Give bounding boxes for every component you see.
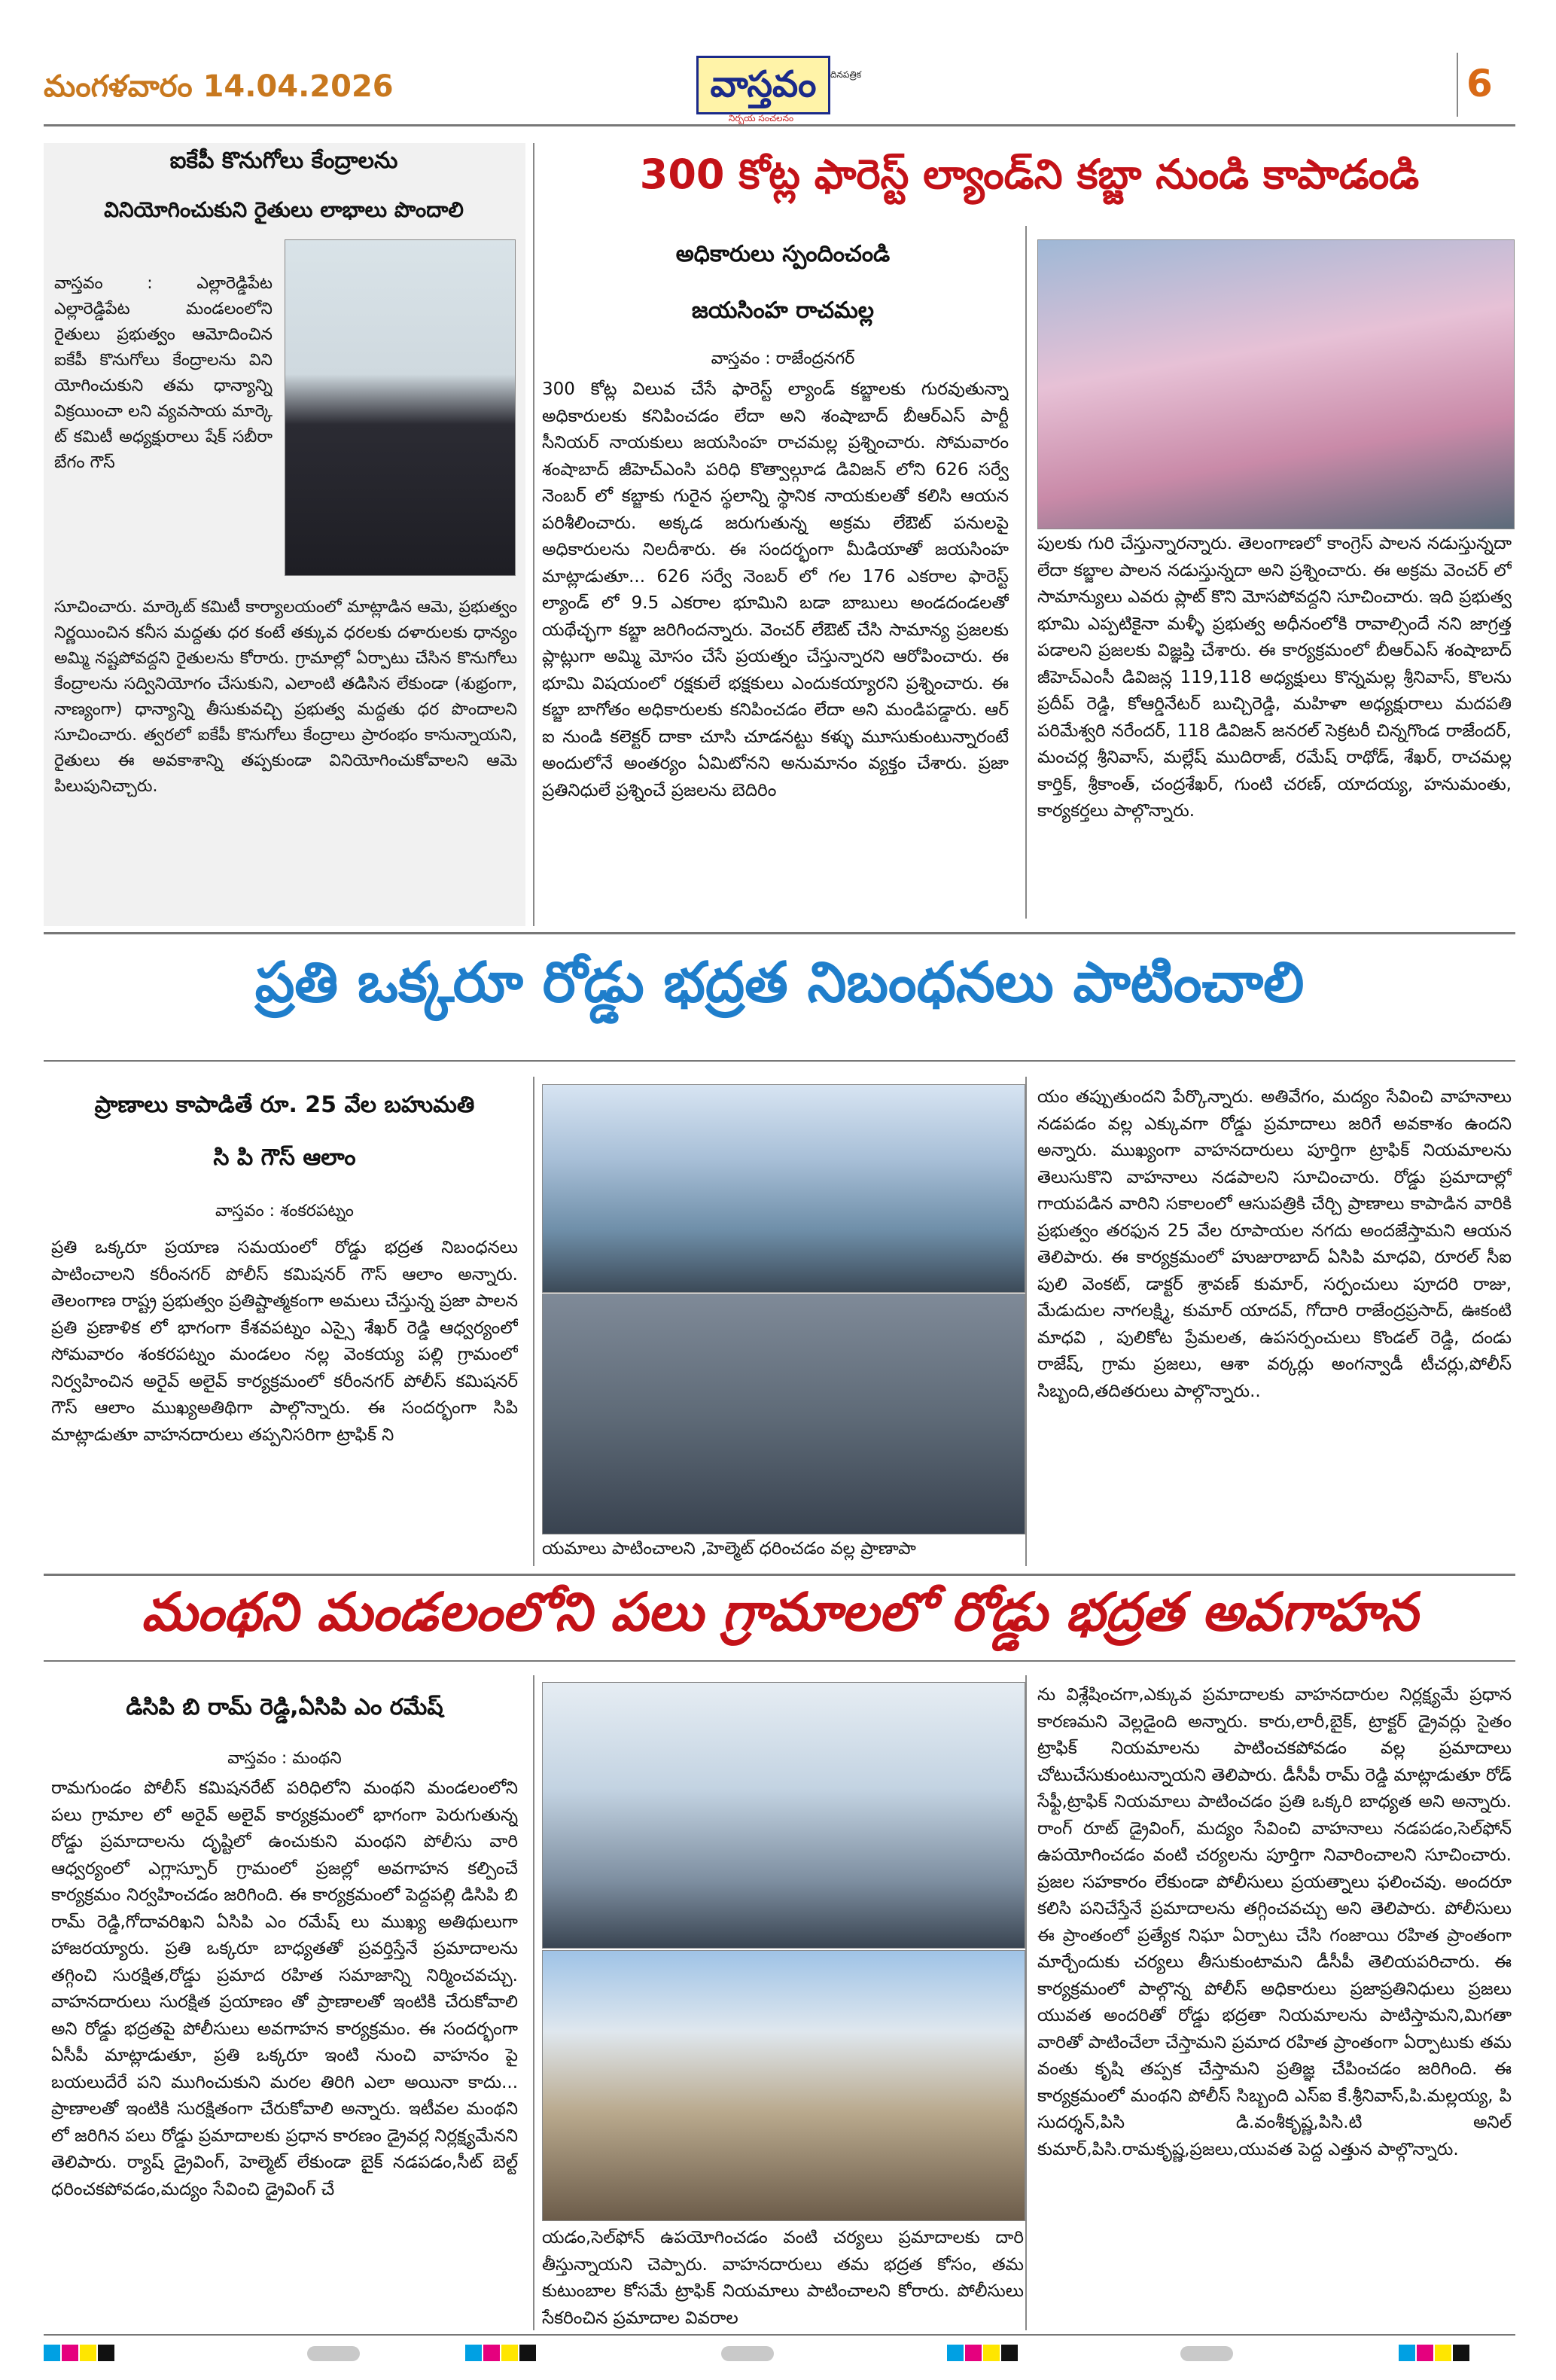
column-divider: [1025, 226, 1027, 919]
print-color-marks: [44, 2339, 1519, 2366]
bike-rally-photo: [542, 1294, 1025, 1534]
story-forest-dateline: వాస్తవం : రాజేంద్రనగర్: [711, 349, 855, 368]
story-manthani-body-left: రామగుండం పోలీస్ కమిషనరేట్ పరిధిలోని మంథని మండలంలోని పలు గ్రామాల లో అరైవ్ అలైవ్ కార్యక్రమంలో భాగంగా పెరుగుతున్న రోడ్డు ప్రమాదాలను దృష్టిలో ఉంచుకుని మంథని పోలీసు వారి ఆధ్వర్యంలో ఎగ్లాస్పూర్ గ్రామంలో ప్రజల్లో అవగాహన కల్పించే కార్యక్రమం నిర్వహించడం జరిగింది. ఈ కార్యక్రమంలో పెద్దపల్లి డిసిపి బి రామ్ రెడ్డి,గోదావరిఖని ఏసిపి ఎం రమేష్ లు ముఖ్య అతిథులుగా హాజరయ్యారు. ప్రతి ఒక్కరూ బాధ్యతతో ప్రవర్తిస్తేనే ప్రమాదాలను తగ్గించి సురక్షిత,రోడ్డు ప్రమాద రహిత సమాజాన్ని నిర్మించవచ్చు. వాహనదారులు సురక్షిత ప్రయాణం తో ప్రాణాలతో ఇంటికి చేరుకోవాలి అని రోడ్డు భద్రతపై పోలీసులు అవగాహన కార్యక్రమం. ఈ సందర్భంగా ఏసీపీ మాట్లాడుతూ, ప్రతి ఒక్కరూ ఇంటి నుంచి వాహనం పై బయలుదేరే పని ముగించుకుని మరల తిరిగి ఎలా అయినా కాదు... ప్రాణాలతో ఇంటికి సురక్షితంగా చేరుకోవాలి అన్నారు. ఇటీవల మంథని లో జరిగిన పలు రోడ్డు ప్రమాదాలకు ప్రధాన కారణం డ్రైవర్ల నిర్లక్ష్యమేనని తెలిపారు. ర్యాష్ డ్రైవింగ్, హెల్మెట్ లేకుండా బైక్ నడపడం,సీట్ బెల్ట్ ధరించకపోవడం,మద్యం సేవించి డ్రైవింగ్ చే: [51, 1778, 518, 2199]
column-divider: [533, 1077, 534, 1566]
story-safety-body-left: ప్రతి ఒక్కరూ ప్రయాణ సమయంలో రోడ్డు భద్రత నిబంధనలు పాటించాలని కరీంనగర్ పోలీస్ కమిషనర్ గౌస్ ఆలాం అన్నారు. తెలంగాణ రాష్ట్ర ప్రభుత్వం ప్రతిష్టాత్మకంగా అమలు చేస్తున్న ప్రజా పాలన ప్రతి ప్రణాళిక లో భాగంగా కేశవపట్నం ఎస్సై శేఖర్ రెడ్డి ఆధ్వర్యంలో సోమవారం శంకరపట్నం మండలం నల్ల వెంకయ్య పల్లి గ్రామంలో నిర్వహించిన అరైవ్ అలైవ్ కార్యక్రమంలో కరీంనగర్ పోలీస్ కమిషనర్ గౌస్ ఆలాం ముఖ్యఅతిథిగా పాల్గొన్నారు. ఈ సందర్భంగా సిపి మాట్లాడుతూ వాహనదారులు తప్పనిసరిగా ట్రాఫిక్ ని: [51, 1238, 518, 1445]
story-safety-kicker-2: సి పి గౌస్ ఆలాం: [213, 1144, 356, 1171]
story-ikp-body-side: వాస్తవం : ఎల్లారెడ్డిపేట ఎల్లారెడ్డిపేట మండలంలోని రైతులు ప్రభుత్వం ఆమోదించిన ఐకేపీ కొనుగోలు కేంద్రాలను విని యోగించుకుని తమ ధాన్యాన్ని విక్రయించా లని వ్యవసాయ మార్కె ట్ కమిటీ అధ్యక్షురాలు షేక్ సబీరా బేగం గౌస్: [54, 274, 273, 472]
column-divider: [533, 143, 534, 926]
story-ikp-body-full: సూచించారు. మార్కెట్ కమిటీ కార్యాలయంలో మాట్లాడిన ఆమె, ప్రభుత్వం నిర్ణయించిన కనీస మద్దతు ధర కంటే తక్కువ ధరలకు దళారులకు ధాన్యం అమ్మి నష్టపోవద్దని రైతులను కోరారు. గ్రామాల్లో ఏర్పాటు చేసిన కొనుగోలు కేంద్రాలను సద్వినియోగం చేసుకుని, ఎలాంటి తడిసిన లేకుండా (శుభ్రంగా, నాణ్యంగా) ధాన్యాన్ని తీసుకువచ్చి ప్రభుత్వ మద్దతు ధర పొందాలని సూచించారు. త్వరలో ఐకేపీ కొనుగోలు కేంద్రాలు ప్రారంభం కానున్నాయని, రైతులు ఈ అవకాశాన్ని తప్పకుండా వినియోగించుకోవాలని ఆమె పిలుపునిచ్చారు.: [54, 598, 517, 796]
village-office-photo: [542, 1950, 1025, 2221]
press-meet-photo: [1037, 239, 1515, 529]
gray-pill-mark: [721, 2346, 774, 2364]
story-forest-author: జయసింహ రాచమల్ల: [691, 297, 875, 324]
issue-date: మంగళవారం 14.04.2026: [44, 69, 394, 104]
section-rule: [44, 1574, 1515, 1576]
masthead-side-label: దినపత్రిక: [830, 69, 862, 80]
masthead-tagline: నిర్భయ సంచలనం: [728, 113, 794, 123]
page-number: 6: [1466, 62, 1493, 105]
gray-pill-mark: [307, 2346, 360, 2364]
section-rule: [44, 1060, 1515, 1062]
event-stage-photo: [542, 1084, 1025, 1293]
gray-pill-mark: [1180, 2346, 1233, 2364]
story-forest-body-left: 300 కోట్ల విలువ చేసే ఫారెస్ట్ ల్యాండ్ కబ్జాలకు గురవుతున్నా అధికారులకు కనిపించడం లేదా అని శంషాబాద్ బీఆర్ఎస్ పార్టీ సీనియర్ నాయకులు జయసింహ రాచమల్ల ప్రశ్నించారు. సోమవారం శంషాబాద్ జీహెచ్ఎంసి పరిధి కొత్వాల్గూడ డివిజన్ లోని 626 సర్వే నెంబర్ లో కబ్జాకు గురైన స్థలాన్ని స్థానిక నాయకులతో కలిసి ఆయన పరిశీలించారు. అక్కడ జరుగుతున్న అక్రమ లేఔట్ పనులపై అధికారులను నిలదీశారు. ఈ సందర్భంగా మీడియాతో జయసింహ మాట్లాడుతూ... 626 సర్వే నెంబర్ లో గల 176 ఎకరాల ఫారెస్ట్ ల్యాండ్ లో 9.5 ఎకరాల భూమిని బడా బాబులు అండదండలతో యథేచ్ఛగా కబ్జా జరిగిందన్నారు. వెంచర్ లేఔట్ చేసి సామాన్య ప్రజలకు ప్లాట్లుగా అమ్మి మోసం చేసే ప్రయత్నం చేస్తున్నారని ఆరోపించారు. ఈ భూమి విషయంలో రక్షకులే భక్షకులు ఎందుకయ్యారని ప్రశ్నించారు. ఈ కబ్జా బాగోతం అధికారులకు కనిపించడం లేదా అని మండిపడ్డారు. ఆర్ ఐ నుండి కలెక్టర్ దాకా చూసి చూడనట్టు కళ్ళు మూసుకుంటున్నారంటే అందులోనే అంతర్యం ఏమిటోనని అనుమానం వ్యక్తం చేశారు. ప్రజా ప్రతినిధులే ప్రశ్నించే ప్రజలను బెదిరిం: [542, 379, 1009, 800]
story-manthani-headline: మంథని మండలంలోని పలు గ్రామాలలో రోడ్డు భద్రత అవగాహన: [141, 1581, 1418, 1643]
section-rule: [44, 1660, 1515, 1662]
story-forest-body-right: పులకు గురి చేస్తున్నారన్నారు. తెలంగాణలో కాంగ్రెస్ పాలన నడుస్తున్నదా లేదా కబ్జాల పాలన నడుస్తున్నదా అని ప్రశ్నించారు. ఈ అక్రమ వెంచర్ లో సామాన్యులు ఎవరు ప్లాట్ కొని మోసపోవద్దని సూచించారు. ఇది ప్రభుత్వ భూమి ఎప్పటికైనా మళ్ళీ ప్రభుత్వ అధీనంలోకి రావాల్సిందే నని జాగ్రత్త పడాలని ప్రజలకు విజ్ఞప్తి చేశారు. ఈ కార్యక్రమంలో బీఆర్ఎస్ శంషాబాద్ జీహెచ్ఎంసీ డివిజన్ల 119,118 అధ్యక్షులు కొన్నమల్ల శ్రీనివాస్, కొలను ప్రదీప్ రెడ్డి, కోఆర్డినేటర్ బుచ్చిరెడ్డి, మహిళా అధ్యక్షురాలు మదపతి పరిమేశ్వరి నరేందర్, 118 డివిజన్ జనరల్ సెక్రటరీ చిన్నగొండ రాజేందర్, మంచర్ల శ్రీనివాస్, మల్లేష్ ముదిరాజ్, రమేష్ రాథోడ్, శేఖర్, రాచమల్ల కార్తిక్, శ్రీకాంత్, చంద్రశేఖర్, గుంటి చరణ్, యాదయ్య, హనుమంతు, కార్యకర్తలు పాల్గొన్నారు.: [1037, 534, 1512, 821]
story-ikp-kicker-2: వినియోగించుకుని రైతులు లాభాలు పొందాలి: [104, 197, 464, 222]
story-safety-kicker-1: ప్రాణాలు కాపాడితే రూ. 25 వేల బహుమతి: [94, 1092, 475, 1118]
header-divider: [1457, 53, 1458, 117]
story-ikp-kicker-1: ఐకేపీ కొనుగోలు కేంద్రాలను: [169, 148, 398, 174]
color-bar-left: [44, 2345, 116, 2364]
column-divider: [1025, 1675, 1027, 2330]
masthead: [696, 56, 881, 122]
story-forest-kicker: అధికారులు స్పందించండి: [675, 241, 891, 267]
story-manthani-kicker: డిసిపి బి రామ్ రెడ్డి,ఏసిపి ఎం రమేష్: [126, 1694, 443, 1720]
masthead-logo: వాస్తవం: [696, 56, 830, 114]
story-manthani-dateline: వాస్తవం : మంథని: [227, 1749, 342, 1768]
story-safety-body-mid: యమాలు పాటించాలని ,హెల్మెట్ ధరించడం వల్ల ప్రాణాపా: [542, 1539, 916, 1559]
police-meeting-photo: [542, 1682, 1025, 1949]
header-rule: [44, 124, 1515, 126]
story-manthani-body-right: ను విశ్లేషించగా,ఎక్కువ ప్రమాదాలకు వాహనదారుల నిర్లక్ష్యమే ప్రధాన కారణమని వెల్లడైంది అన్నారు. కారు,లారీ,బైక్, ట్రాక్టర్ డ్రైవర్లు సైతం ట్రాఫిక్ నియమాలను పాటించకపోవడం వల్ల ప్రమాదాలు చోటుచేసుకుంటున్నాయని తెలిపారు. డీసీపీ రామ్ రెడ్డి మాట్లాడుతూ రోడ్ సేఫ్టీ,ట్రాఫిక్ నియమాలు పాటించడం ప్రతి ఒక్కరి బాధ్యత అని అన్నారు. రాంగ్ రూట్ డ్రైవింగ్, మద్యం సేవించి వాహనాలు నడపడం,సెల్‌ఫోన్ ఉపయోగించడం వంటి చర్యలను పూర్తిగా నివారించాలని సూచించారు. ప్రజల సహకారం లేకుండా పోలీసులు ప్రయత్నాలు ఫలించవు. అందరూ కలిసి పనిచేస్తేనే ప్రమాదాలను తగ్గించవచ్చు అని తెలిపారు. పోలీసులు ఈ ప్రాంతంలో ప్రత్యేక నిఘా ఏర్పాటు చేసి గంజాయి రహిత ప్రాంతంగా మార్చేందుకు చర్యలు తీసుకుంటామని డీసీపీ తెలియపరిచారు. ఈ కార్యక్రమంలో పాల్గొన్న పోలీస్ అధికారులు ప్రజాప్రతినిధులు ప్రజలు యువత అందరితో రోడ్డు భద్రతా నియమాలను పాటిస్తామని,మిగతా వారితో పాటించేలా చేస్తామని ప్రమాద రహిత ప్రాంతంగా ఏర్పాటుకు తమ వంతు కృషి తప్పక చేస్తామని ప్రతిజ్ఞ చేపించడం జరిగింది. ఈ కార్యక్రమంలో మంథని పోలీస్ సిబ్బంది ఎస్ఐ కే.శ్రీనివాస్,పి.మల్లయ్య, పి సుదర్శన్,పిసి డి.వంశీకృష్ణ,పిసి.టి అనిల్ కుమార్,పిసి.రామకృష్ణ,ప్రజలు,యువత పెద్ద ఎత్తున పాల్గొన్నారు.: [1037, 1685, 1512, 2159]
footer-rule: [44, 2334, 1515, 2336]
story-manthani-body-mid: యడం,సెల్‌ఫోన్ ఉపయోగించడం వంటి చర్యలు ప్రమాదాలకు దారి తీస్తున్నాయని చెప్పారు. వాహనదారులు తమ భద్రత కోసం, తమ కుటుంబాల కోసమే ట్రాఫిక్ నియమాలు పాటించాలని కోరారు. పోలీసులు సేకరించిన ప్రమాదాల వివరాల: [542, 2228, 1024, 2328]
story-forest-headline: 300 కోట్ల ఫారెస్ట్ ల్యాండ్‌ని కబ్జా నుండి కాపాడండి: [639, 151, 1420, 198]
story-safety-headline: ప్రతి ఒక్కరూ రోడ్డు భద్రత నిబంధనలు పాటించాలి: [254, 950, 1305, 1015]
column-divider: [1025, 1077, 1027, 1566]
color-bar-right: [1399, 2345, 1471, 2364]
section-rule: [44, 932, 1515, 934]
story-safety-dateline: వాస్తవం : శంకరపట్నం: [215, 1202, 354, 1220]
person-photo: [285, 239, 516, 576]
column-divider: [533, 1675, 534, 2330]
story-safety-body-right: యం తప్పుతుందని పేర్కొన్నారు. అతివేగం, మద్యం సేవించి వాహనాలు నడపడం వల్ల ఎక్కువగా రోడ్డు ప్రమాదాలు జరిగే అవకాశం ఉందని అన్నారు. ముఖ్యంగా వాహనదారులు పూర్తిగా ట్రాఫిక్ నియమాలను తెలుసుకొని వాహనాలు నడపాలని సూచించారు. రోడ్డు ప్రమాదాల్లో గాయపడిన వారిని సకాలంలో ఆసుపత్రికి చేర్చి ప్రాణాలు కాపాడిన వారికి ప్రభుత్వం తరఫున 25 వేల రూపాయల నగదు అందజేస్తామని ఆయన తెలిపారు. ఈ కార్యక్రమంలో హుజురాబాద్ ఏసిపి మాధవి, రూరల్ సీఐ పులి వెంకట్, డాక్టర్ శ్రావణ్ కుమార్, సర్పంచులు పూదరి రాజు, మేడుదుల నాగలక్ష్మి, కుమార్ యాదవ్, గోదారి రాజేంద్రప్రసాద్, ఊకంటి మాధవి , పులికోట ప్రేమలత, ఉపసర్పంచులు కొండల్ రెడ్డి, దండు రాజేష్, గ్రామ ప్రజలు, ఆశా వర్కర్లు అంగన్వాడీ టీచర్లు,పోలీస్ సిబ్బంది,తదితరులు పాల్గొన్నారు..: [1037, 1087, 1512, 1401]
color-bar-mid-2: [947, 2345, 1019, 2364]
color-bar-mid-1: [465, 2345, 537, 2364]
